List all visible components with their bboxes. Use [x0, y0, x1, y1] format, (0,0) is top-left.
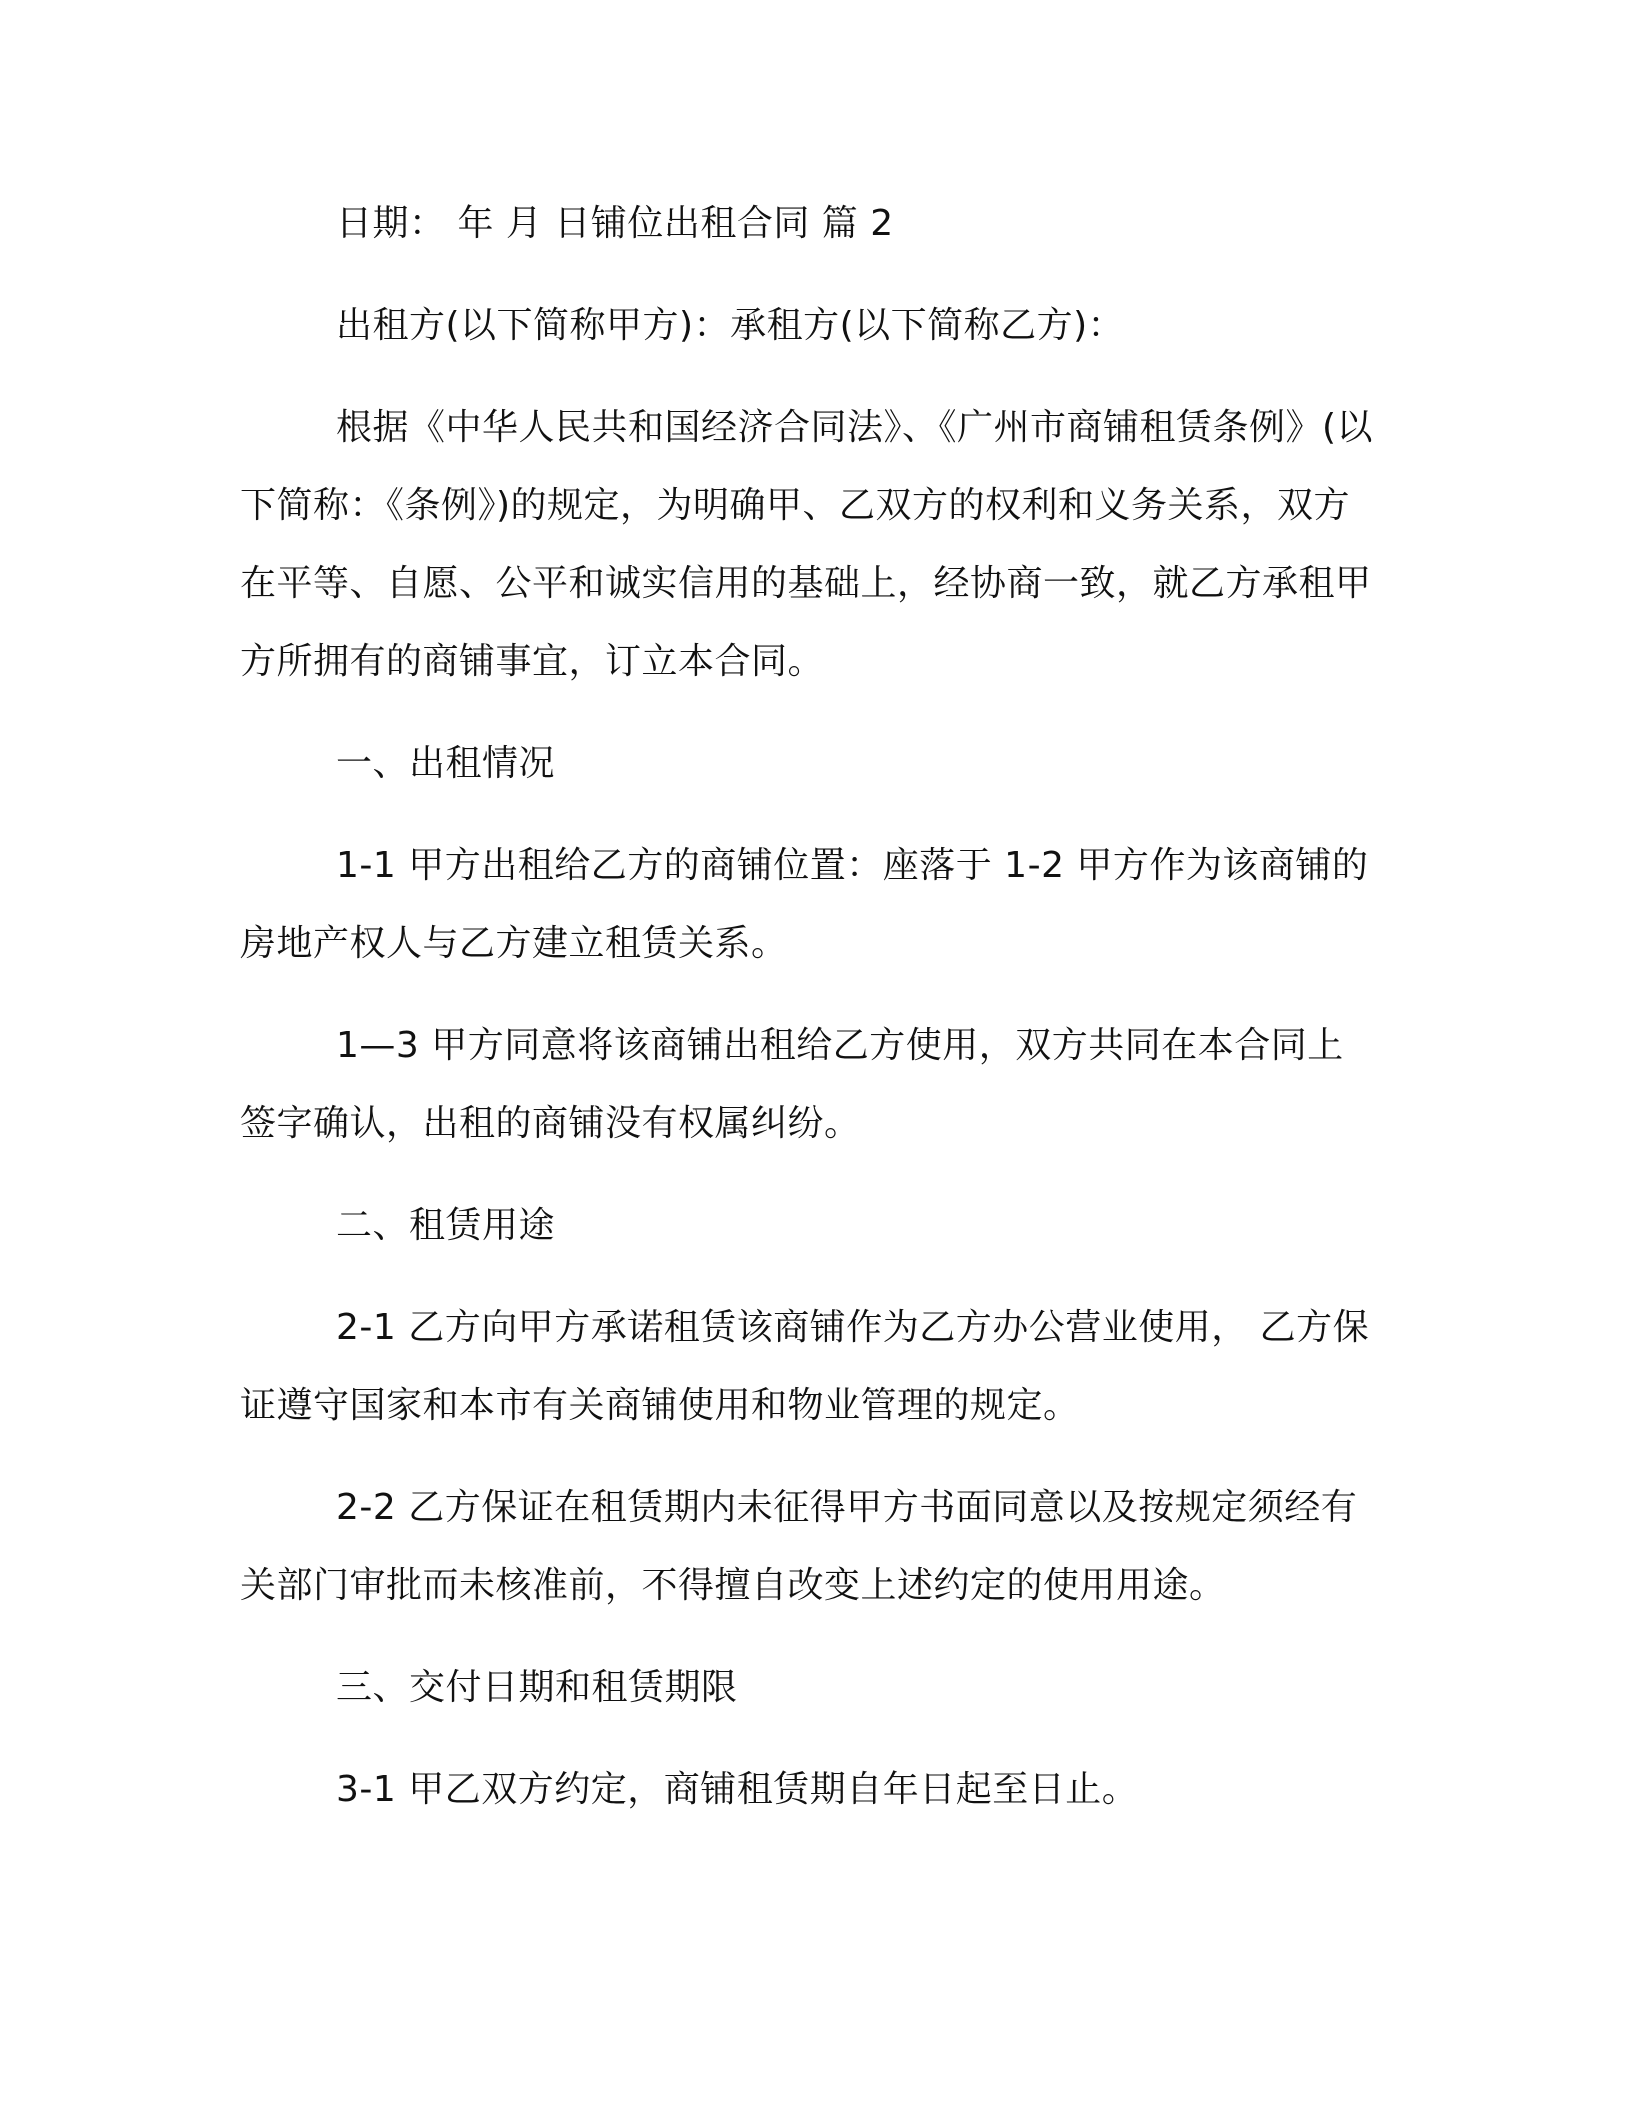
clause-3-1: 3-1 甲乙双方约定，商铺租赁期自年日起至日止。: [336, 1769, 1139, 1810]
document-body: [240, 185, 1380, 1853]
section-heading-3: 三、交付日期和租赁期限: [336, 1667, 738, 1708]
clause-2-2: 2-2 乙方保证在租赁期内未征得甲方书面同意以及按规定须经有关部门审批而未核准前，不得擅自改变上述约定的使用用途。: [240, 1487, 1358, 1606]
preamble-paragraph: 根据《中华人民共和国经济合同法》、《广州市商铺租赁条例》(以下简称：《条例》)的规定，为明确甲、乙双方的权利和义务关系，双方在平等、自愿、公平和诚实信用的基础上，经协商一致，就乙方承租甲方所拥有的商铺事宜，订立本合同。: [240, 407, 1374, 682]
section-heading-2: 二、租赁用途: [336, 1205, 556, 1246]
clause-1-3: 1—3 甲方同意将该商铺出租给乙方使用，双方共同在本合同上签字确认，出租的商铺没有权属纠纷。: [240, 1025, 1344, 1144]
parties-line: 出租方(以下简称甲方)：承租方(以下简称乙方)：: [336, 305, 1125, 346]
clause-2-1: 2-1 乙方向甲方承诺租赁该商铺作为乙方办公营业使用， 乙方保证遵守国家和本市有关商铺使用和物业管理的规定。: [240, 1307, 1370, 1426]
date-line: 日期： 年 月 日铺位出租合同 篇 2: [336, 203, 894, 244]
section-heading-1: 一、出租情况: [336, 743, 556, 784]
clause-1-1: 1-1 甲方出租给乙方的商铺位置：座落于 1-2 甲方作为该商铺的房地产权人与乙方建立租赁关系。: [240, 845, 1369, 964]
